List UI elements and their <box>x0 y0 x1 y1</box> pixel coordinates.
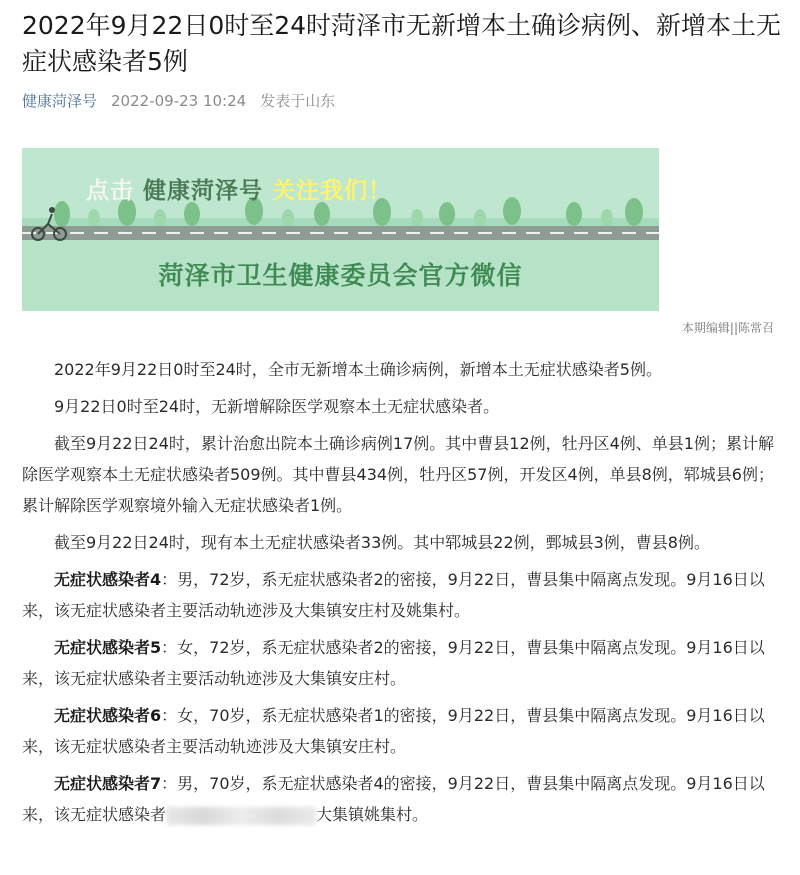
paragraph: 截至9月22日24时，累计治愈出院本土确诊病例17例。其中曹县12例，牡丹区4例、单县1例；累计解除医学观察本土无症状感染者509例。其中曹县434例，牡丹区57例，开发区4例，单县8例，郓城县6例；累计解除医学观察境外输入无症状感染者1例。 <box>22 434 774 515</box>
case-paragraph <box>22 632 774 694</box>
editor-credit: 本期编辑||陈常召 <box>681 321 774 335</box>
blurred-redaction <box>166 807 316 825</box>
follow-slogan <box>86 172 392 205</box>
case-text: ：男，72岁，系无症状感染者2的密接，9月22日，曹县集中隔离点发现。9月16日以来，该无症状感染者主要活动轨迹涉及大集镇安庄村及姚集村。 <box>22 570 765 620</box>
paragraph: 截至9月22日24时，现有本土无症状感染者33例。其中郓城县22例，鄄城县3例，曹县8例。 <box>54 533 710 552</box>
account-link[interactable]: 健康菏泽号 <box>22 92 98 110</box>
article-body <box>22 354 774 836</box>
paragraph: 2022年9月22日0时至24时，全市无新增本土确诊病例，新增本土无症状感染者5例。 <box>54 360 662 379</box>
article-title: 2022年9月22日0时至24时菏泽市无新增本土确诊病例、新增本土无症状感染者5例 <box>22 11 782 76</box>
case-label: 无症状感染者7 <box>54 774 162 793</box>
publish-location: 发表于山东 <box>260 92 336 110</box>
case-paragraph <box>22 700 774 762</box>
case-text-tail: 大集镇姚集村。 <box>316 805 429 824</box>
follow-us-text: 关注我们！ <box>272 178 393 204</box>
case-label: 无症状感染者4 <box>54 570 162 589</box>
case-paragraph <box>22 564 774 626</box>
case-text: ：女，70岁，系无症状感染者1的密接，9月22日，曹县集中隔离点发现。9月16日以来，该无症状感染者主要活动轨迹涉及大集镇安庄村。 <box>22 706 765 756</box>
paragraph: 9月22日0时至24时，无新增解除医学观察本土无症状感染者。 <box>54 397 500 416</box>
case-label: 无症状感染者6 <box>54 706 162 725</box>
case-label: 无症状感染者5 <box>54 638 162 657</box>
case-text: ：男，70岁，系无症状感染者4的密接，9月22日，曹县集中隔离点发现。9月16日以来，该无症状感染者 <box>22 774 765 824</box>
follow-click-text: 点击 <box>86 178 134 204</box>
article-meta <box>22 90 335 111</box>
follow-account-text: 健康菏泽号 <box>143 178 264 204</box>
case-text: ：女，72岁，系无症状感染者2的密接，9月22日，曹县集中隔离点发现。9月16日以来，该无症状感染者主要活动轨迹涉及大集镇安庄村。 <box>22 638 765 688</box>
official-account-caption: 菏泽市卫生健康委员会官方微信 <box>158 261 523 290</box>
follow-banner-image[interactable] <box>22 148 659 311</box>
case-paragraph <box>22 768 774 830</box>
publish-datetime: 2022-09-23 10:24 <box>111 91 247 110</box>
